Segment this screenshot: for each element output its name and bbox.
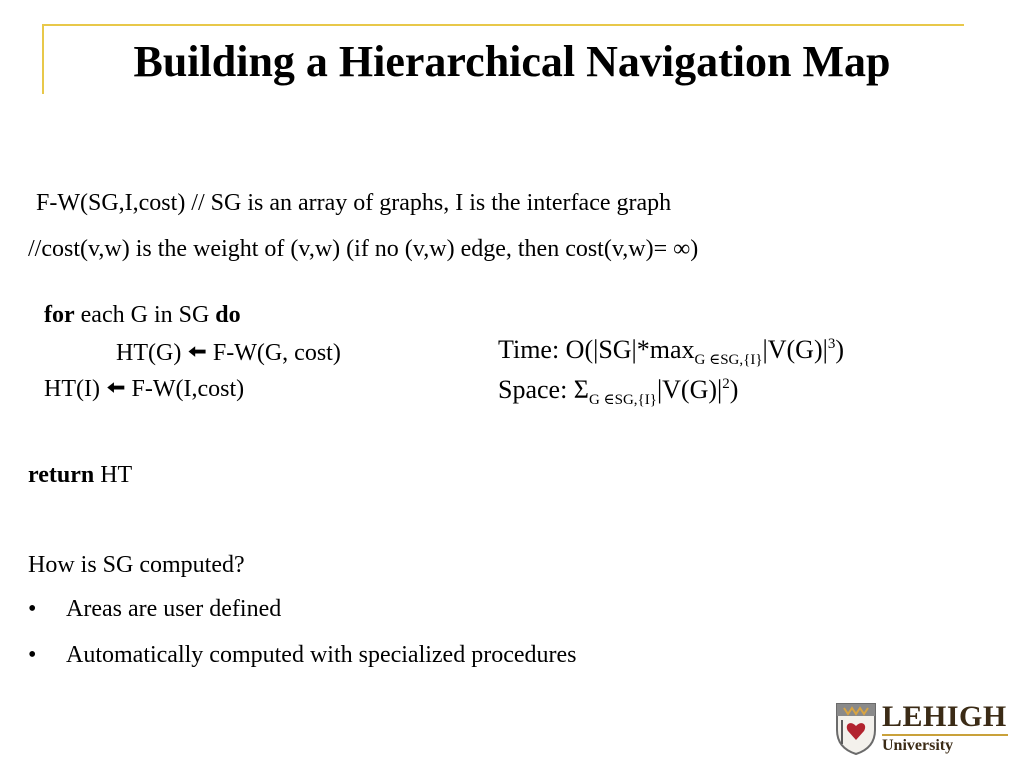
- bullet-marker: •: [28, 642, 37, 668]
- for-keyword: for: [44, 302, 75, 328]
- space-complexity: [498, 366, 738, 418]
- time-suffix: ): [835, 335, 844, 364]
- time-mid: |V(G)|: [762, 335, 828, 364]
- shield-icon: [834, 700, 878, 756]
- time-subscript: G ∈SG,{I}: [694, 352, 763, 368]
- space-subscript: G ∈SG,{I}: [588, 392, 657, 408]
- space-suffix: ): [729, 375, 739, 404]
- time-superscript: 3: [827, 336, 836, 352]
- space-prefix: Space: Σ: [498, 375, 589, 404]
- signature-line: F-W(SG,I,cost) // SG is an array of graphs, I is the interface graph: [36, 190, 672, 216]
- bullet-item: [28, 640, 577, 670]
- title-frame-left-rule: [42, 24, 44, 94]
- return-keyword: return: [28, 462, 95, 488]
- logo-subtitle: University: [882, 737, 954, 754]
- loop-body-line: HT(G) 🠨 F-W(G, cost): [116, 340, 341, 366]
- question-heading: How is SG computed?: [28, 552, 245, 578]
- cost-comment-line: //cost(v,w) is the weight of (v,w) (if no (v,w) edge, then cost(v,w)= ∞): [28, 236, 699, 262]
- space-superscript: 2: [722, 376, 730, 392]
- for-loop-line: [44, 300, 241, 330]
- bullet-item: [28, 594, 281, 624]
- ht-i-line: HT(I) 🠨 F-W(I,cost): [44, 376, 245, 402]
- do-keyword: do: [215, 302, 241, 328]
- bullet-text: Automatically computed with specialized procedures: [66, 642, 577, 668]
- return-text: HT: [94, 462, 133, 488]
- for-loop-text: each G in SG: [74, 302, 216, 328]
- time-prefix: Time: O(|SG|*max: [498, 335, 695, 364]
- title-frame-top-rule: [42, 24, 964, 26]
- logo-wordmark: LEHIGH: [882, 700, 1007, 733]
- lehigh-logo: [834, 700, 1014, 758]
- slide-title: Building a Hierarchical Navigation Map: [133, 37, 891, 86]
- space-mid: |V(G)|: [656, 375, 723, 404]
- bullet-text: Areas are user defined: [66, 596, 282, 622]
- bullet-marker: •: [28, 596, 37, 622]
- return-line: [28, 460, 132, 490]
